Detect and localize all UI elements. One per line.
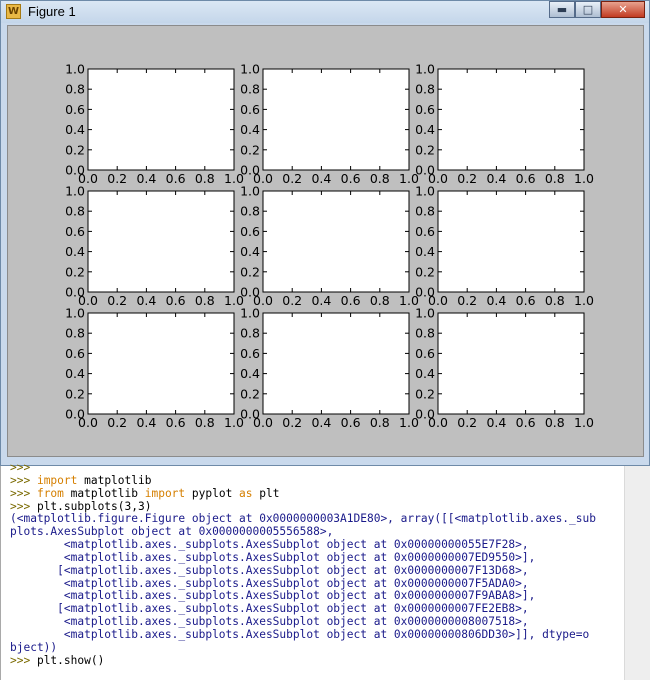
window-title: Figure 1: [28, 4, 76, 19]
x-tick-label: 0.0: [428, 293, 448, 308]
y-tick-label: 0.0: [415, 284, 435, 300]
x-tick-label: 0.8: [194, 293, 215, 308]
x-tick-label: 0.4: [136, 171, 157, 186]
axes-frame: [438, 313, 584, 414]
y-tick-label: 0.0: [240, 162, 260, 178]
y-tick-label: 1.0: [65, 305, 85, 321]
console-line: [10, 538, 529, 551]
y-tick-label: 0.6: [240, 223, 260, 239]
python-console[interactable]: [0, 461, 650, 680]
y-tick-label: 0.0: [240, 406, 260, 422]
x-tick-label: 0.2: [107, 415, 128, 430]
console-prompt: >>>: [10, 486, 37, 500]
console-line: [10, 525, 333, 538]
x-tick-label: 0.6: [165, 171, 186, 186]
y-tick-label: 0.8: [240, 325, 260, 341]
y-tick-label: 0.8: [415, 203, 435, 219]
x-tick-label: 0.8: [194, 415, 215, 430]
y-tick-label: 0.4: [240, 244, 260, 260]
console-text-segment: plt: [252, 486, 280, 500]
console-line: [10, 512, 596, 525]
x-tick-label: 1.0: [224, 293, 244, 308]
x-tick-label: 0.0: [253, 293, 273, 308]
axes-frame: [88, 69, 234, 170]
console-keyword: as: [239, 486, 253, 500]
y-tick-label: 0.4: [240, 122, 260, 138]
y-tick-label: 0.2: [65, 264, 85, 280]
y-tick-label: 0.0: [65, 162, 85, 178]
x-tick-label: 0.0: [78, 171, 98, 186]
y-tick-label: 0.6: [240, 101, 260, 117]
console-keyword: from: [36, 486, 64, 500]
y-tick-label: 1.0: [415, 305, 435, 321]
x-tick-label: 0.4: [311, 293, 332, 308]
console-line: [10, 602, 529, 615]
window-controls: [549, 1, 645, 18]
figure-canvas: [7, 25, 644, 457]
y-tick-label: 1.0: [65, 61, 85, 77]
console-prompt: >>>: [10, 461, 31, 474]
console-prompt: >>>: [10, 473, 37, 487]
console-line: [10, 461, 30, 474]
y-tick-label: 0.4: [415, 122, 435, 138]
console-text-segment: <matplotlib.axes._subplots.AxesSubplot object at 0x00000000055E7F28>,: [10, 538, 529, 552]
y-tick-label: 0.6: [415, 223, 435, 239]
y-tick-label: 0.0: [65, 284, 85, 300]
x-tick-label: 0.2: [282, 293, 303, 308]
close-button[interactable]: ✕: [601, 1, 645, 18]
y-tick-label: 0.8: [415, 81, 435, 97]
x-tick-label: 1.0: [574, 171, 594, 186]
y-tick-label: 0.2: [240, 142, 260, 158]
y-tick-label: 0.8: [65, 203, 85, 219]
y-tick-label: 0.4: [65, 122, 85, 138]
y-tick-label: 0.0: [415, 406, 435, 422]
x-tick-label: 0.2: [282, 415, 303, 430]
x-tick-label: 0.0: [428, 415, 448, 430]
console-line: [10, 654, 104, 667]
x-tick-label: 0.6: [165, 415, 186, 430]
y-tick-label: 0.6: [65, 101, 85, 117]
x-tick-label: 0.6: [165, 293, 186, 308]
x-tick-label: 0.4: [311, 415, 332, 430]
x-tick-label: 0.8: [194, 171, 215, 186]
y-tick-label: 0.4: [240, 366, 260, 382]
y-tick-label: 0.2: [415, 264, 435, 280]
x-tick-label: 0.8: [369, 171, 390, 186]
matplotlib-window-icon: W: [7, 6, 20, 17]
console-text-segment: (<matplotlib.figure.Figure object at 0x0000000003A1DE80>, array([[<matplotlib.axes._sub: [10, 512, 596, 526]
y-tick-label: 0.6: [415, 101, 435, 117]
x-tick-label: 0.8: [369, 415, 390, 430]
y-tick-label: 0.4: [65, 366, 85, 382]
y-tick-label: 0.8: [240, 203, 260, 219]
y-tick-label: 1.0: [415, 61, 435, 77]
x-tick-label: 1.0: [574, 415, 594, 430]
y-tick-label: 0.4: [65, 244, 85, 260]
console-scrollbar[interactable]: [624, 466, 650, 680]
console-text-segment: bject)): [10, 640, 58, 654]
x-tick-label: 0.6: [340, 293, 361, 308]
x-tick-label: 1.0: [399, 171, 419, 186]
console-text-segment: <matplotlib.axes._subplots.AxesSubplot object at 0x00000000806DD30>]], dtype=o: [10, 627, 590, 641]
x-tick-label: 0.4: [486, 171, 507, 186]
axes-frame: [438, 69, 584, 170]
console-prompt: >>>: [10, 653, 37, 667]
axes-frame: [88, 191, 234, 292]
x-tick-label: 0.0: [78, 415, 98, 430]
y-tick-label: 0.0: [65, 406, 85, 422]
console-text-segment: plt.show(): [36, 653, 105, 667]
minimize-button[interactable]: ▬: [549, 1, 575, 18]
x-tick-label: 0.0: [428, 171, 448, 186]
console-text-segment: matplotlib: [63, 486, 145, 500]
x-tick-label: 0.6: [340, 415, 361, 430]
y-tick-label: 0.0: [415, 162, 435, 178]
x-tick-label: 0.2: [282, 171, 303, 186]
console-line: [10, 500, 151, 513]
console-text-segment: <matplotlib.axes._subplots.AxesSubplot object at 0x0000000007ED9550>],: [10, 550, 536, 564]
x-tick-label: 0.8: [544, 415, 565, 430]
axes-frame: [263, 313, 409, 414]
x-tick-label: 0.8: [544, 171, 565, 186]
y-tick-label: 0.2: [415, 386, 435, 402]
console-text-segment: <matplotlib.axes._subplots.AxesSubplot object at 0x0000000007F5ADA0>,: [10, 576, 529, 590]
x-tick-label: 0.2: [457, 415, 478, 430]
x-tick-label: 0.2: [457, 171, 478, 186]
axes-frame: [263, 191, 409, 292]
console-line: [10, 474, 151, 487]
axes-frame: [263, 69, 409, 170]
x-tick-label: 0.0: [78, 293, 98, 308]
y-tick-label: 0.2: [240, 264, 260, 280]
axes-frame: [88, 313, 234, 414]
console-line: [10, 564, 529, 577]
x-tick-label: 0.2: [107, 171, 128, 186]
subplot-grid: [8, 26, 645, 458]
console-line: [10, 589, 535, 602]
x-tick-label: 0.6: [340, 171, 361, 186]
y-tick-label: 0.6: [240, 345, 260, 361]
x-tick-label: 0.8: [369, 293, 390, 308]
y-tick-label: 0.6: [65, 345, 85, 361]
y-tick-label: 0.2: [65, 142, 85, 158]
x-tick-label: 1.0: [224, 171, 244, 186]
x-tick-label: 0.4: [311, 171, 332, 186]
y-tick-label: 1.0: [240, 61, 260, 77]
y-tick-label: 1.0: [240, 183, 260, 199]
y-tick-label: 0.2: [415, 142, 435, 158]
y-tick-label: 1.0: [240, 305, 260, 321]
x-tick-label: 0.0: [253, 171, 273, 186]
x-tick-label: 0.6: [515, 171, 536, 186]
y-tick-label: 0.8: [65, 81, 85, 97]
console-line: [10, 615, 529, 628]
console-line: [10, 577, 529, 590]
console-line: [10, 487, 279, 500]
console-keyword: import: [36, 473, 78, 487]
console-text-segment: pyplot: [185, 486, 240, 500]
x-tick-label: 1.0: [574, 293, 594, 308]
console-text-segment: plots.AxesSubplot object at 0x0000000005556588>,: [10, 525, 334, 539]
y-tick-label: 0.2: [240, 386, 260, 402]
x-tick-label: 0.4: [136, 293, 157, 308]
x-tick-label: 1.0: [224, 415, 244, 430]
y-tick-label: 0.4: [415, 366, 435, 382]
console-text-segment: [<matplotlib.axes._subplots.AxesSubplot object at 0x0000000007FE2EB8>,: [10, 602, 529, 616]
console-text-segment: <matplotlib.axes._subplots.AxesSubplot object at 0x0000000007F9ABA8>],: [10, 589, 536, 603]
x-tick-label: 0.0: [253, 415, 273, 430]
console-text-segment: <matplotlib.axes._subplots.AxesSubplot object at 0x0000000008007518>,: [10, 615, 529, 629]
y-tick-label: 1.0: [415, 183, 435, 199]
y-tick-label: 0.8: [65, 325, 85, 341]
title-bar[interactable]: [1, 1, 649, 23]
x-tick-label: 0.4: [136, 415, 157, 430]
x-tick-label: 1.0: [399, 415, 419, 430]
y-tick-label: 0.6: [415, 345, 435, 361]
console-prompt: >>>: [10, 499, 37, 513]
console-text-segment: [<matplotlib.axes._subplots.AxesSubplot object at 0x0000000007F13D68>,: [10, 563, 529, 577]
x-tick-label: 1.0: [399, 293, 419, 308]
maximize-button[interactable]: □: [575, 1, 601, 18]
y-tick-label: 0.4: [415, 244, 435, 260]
y-tick-label: 0.0: [240, 284, 260, 300]
y-tick-label: 0.6: [65, 223, 85, 239]
x-tick-label: 0.4: [486, 293, 507, 308]
console-keyword: import: [144, 486, 186, 500]
x-tick-label: 0.4: [486, 415, 507, 430]
y-tick-label: 0.8: [240, 81, 260, 97]
console-text-segment: matplotlib: [77, 473, 152, 487]
y-tick-label: 1.0: [65, 183, 85, 199]
x-tick-label: 0.2: [107, 293, 128, 308]
console-line: [10, 628, 589, 641]
x-tick-label: 0.2: [457, 293, 478, 308]
console-output: [10, 462, 622, 668]
y-tick-label: 0.8: [415, 325, 435, 341]
x-tick-label: 0.6: [515, 293, 536, 308]
console-text-segment: plt.subplots(3,3): [36, 499, 152, 513]
axes-frame: [438, 191, 584, 292]
console-line: [10, 551, 535, 564]
x-tick-label: 0.6: [515, 415, 536, 430]
x-tick-label: 0.8: [544, 293, 565, 308]
y-tick-label: 0.2: [65, 386, 85, 402]
console-line: [10, 641, 57, 654]
